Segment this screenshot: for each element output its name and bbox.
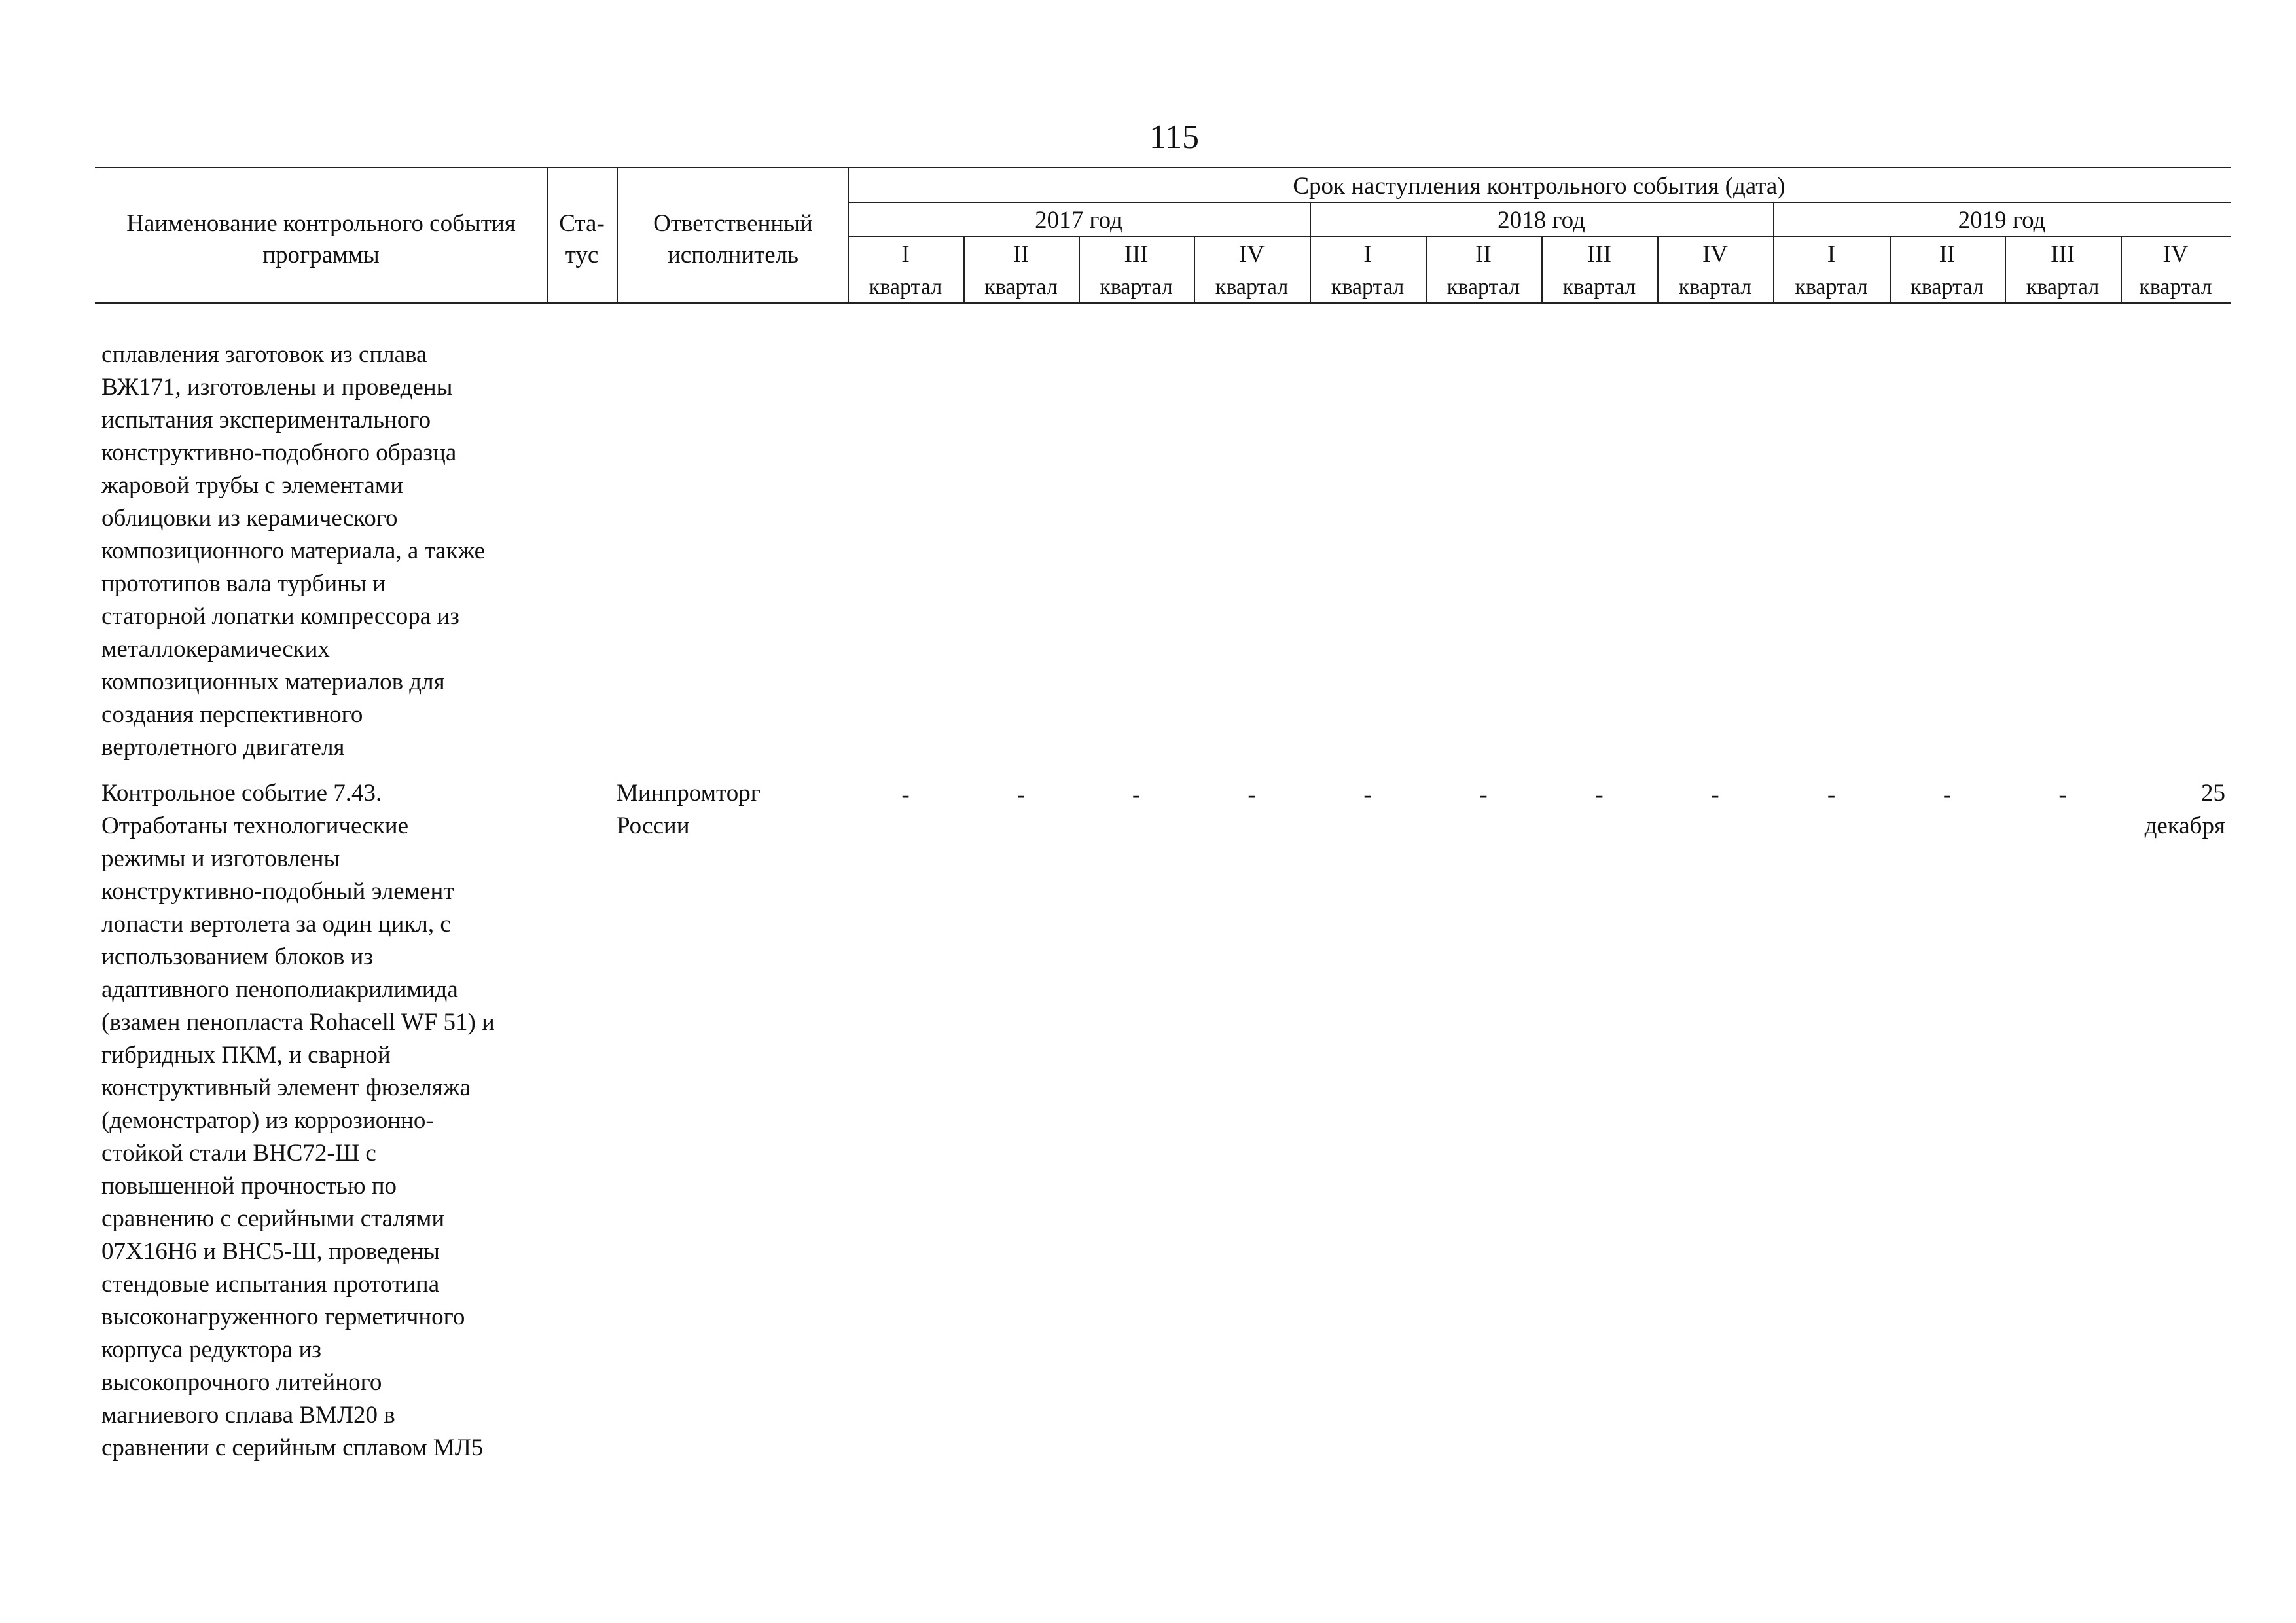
quarter-label: квартал	[2139, 275, 2212, 299]
quarter-number: IV	[2162, 241, 2189, 268]
quarter-number: II	[1939, 241, 1956, 268]
quarter-number: III	[1587, 241, 1611, 268]
table-top-rule	[95, 167, 2231, 168]
deadline-column-header: Срок наступления контрольного события (дата)	[1293, 173, 1785, 200]
status-column-header: Ста- тус	[559, 210, 605, 268]
quarter-value: -	[1595, 782, 1604, 809]
quarter-label: квартал	[1215, 275, 1289, 299]
quarter-number: III	[1124, 241, 1149, 268]
quarter-value: -	[1943, 782, 1952, 809]
quarter-value: -	[1363, 782, 1372, 809]
year-2017-header: 2017 год	[1035, 207, 1122, 234]
quarter-value: -	[1247, 782, 1256, 809]
quarter-label: квартал	[1910, 275, 1984, 299]
quarter-value: -	[1132, 782, 1141, 809]
name-column-header: Наименование контрольного события программы	[126, 210, 516, 268]
event-executor: Минпромторг России	[617, 780, 761, 839]
quarter-value: -	[901, 782, 910, 809]
quarter-number: III	[2051, 241, 2075, 268]
quarter-label: квартал	[1562, 275, 1636, 299]
col-divider-status	[547, 167, 548, 302]
quarter-label: квартал	[984, 275, 1058, 299]
year-2018-header: 2018 год	[1498, 207, 1585, 234]
page-number: 115	[1149, 119, 1200, 156]
quarter-label: квартал	[1795, 275, 1868, 299]
header-bottom-rule	[95, 302, 2231, 304]
quarter-number: I	[901, 241, 910, 268]
col-divider-executor	[617, 167, 618, 302]
quarter-number: IV	[1238, 241, 1265, 268]
quarter-number: I	[1363, 241, 1372, 268]
event-final-date: 25 декабря	[2144, 780, 2225, 839]
quarter-value: -	[1827, 782, 1836, 809]
quarter-value: -	[1479, 782, 1488, 809]
quarter-label: квартал	[2026, 275, 2100, 299]
years-rule	[848, 202, 2231, 203]
quarter-label: квартал	[1678, 275, 1752, 299]
quarter-label: квартал	[869, 275, 942, 299]
event-name-7-43: Контрольное событие 7.43. Отработаны технологические режимы и изготовлены конструктивно-подобный элемент лопасти вертолета за один цикл, с использованием блоков из адаптивного пенополиакрилимида (взамен пенопласта Rohacell WF 51) и гибридных ПКМ, и сварной конструктивный элемент фюзеляжа (демонстратор) из коррозионно- стойкой стали ВНС72-Ш с повышенной прочностью по сравнению с серийными сталями 07Х16Н6 и ВНС5-Ш, проведены стендовые испытания прототипа высоконагруженного герметичного корпуса редуктора из высокопрочного литейного магниевого сплава ВМЛ20 в сравнении с серийным сплавом МЛ5	[101, 780, 495, 1461]
year-2019-header: 2019 год	[1958, 207, 2046, 234]
quarter-number: II	[1013, 241, 1030, 268]
quarter-value: -	[1016, 782, 1026, 809]
quarter-value: -	[1711, 782, 1719, 809]
quarter-number: IV	[1702, 241, 1729, 268]
quarter-number: II	[1475, 241, 1492, 268]
quarter-label: квартал	[1331, 275, 1405, 299]
quarter-label: квартал	[1100, 275, 1173, 299]
quarters-rule	[848, 236, 2231, 237]
quarter-number: I	[1827, 241, 1836, 268]
executor-column-header: Ответственный исполнитель	[653, 210, 813, 268]
event-name-continuation: сплавления заготовок из сплава ВЖ171, изготовлены и проведены испытания экспериментального конструктивно-подобного образца жаровой трубы с элементами облицовки из керамического композиционного материала, а также прототипов вала турбины и статорной лопатки компрессора из металлокерамических композиционных материалов для создания перспективного вертолетного двигателя	[101, 341, 486, 761]
quarter-label: квартал	[1446, 275, 1520, 299]
quarter-value: -	[2058, 782, 2067, 809]
